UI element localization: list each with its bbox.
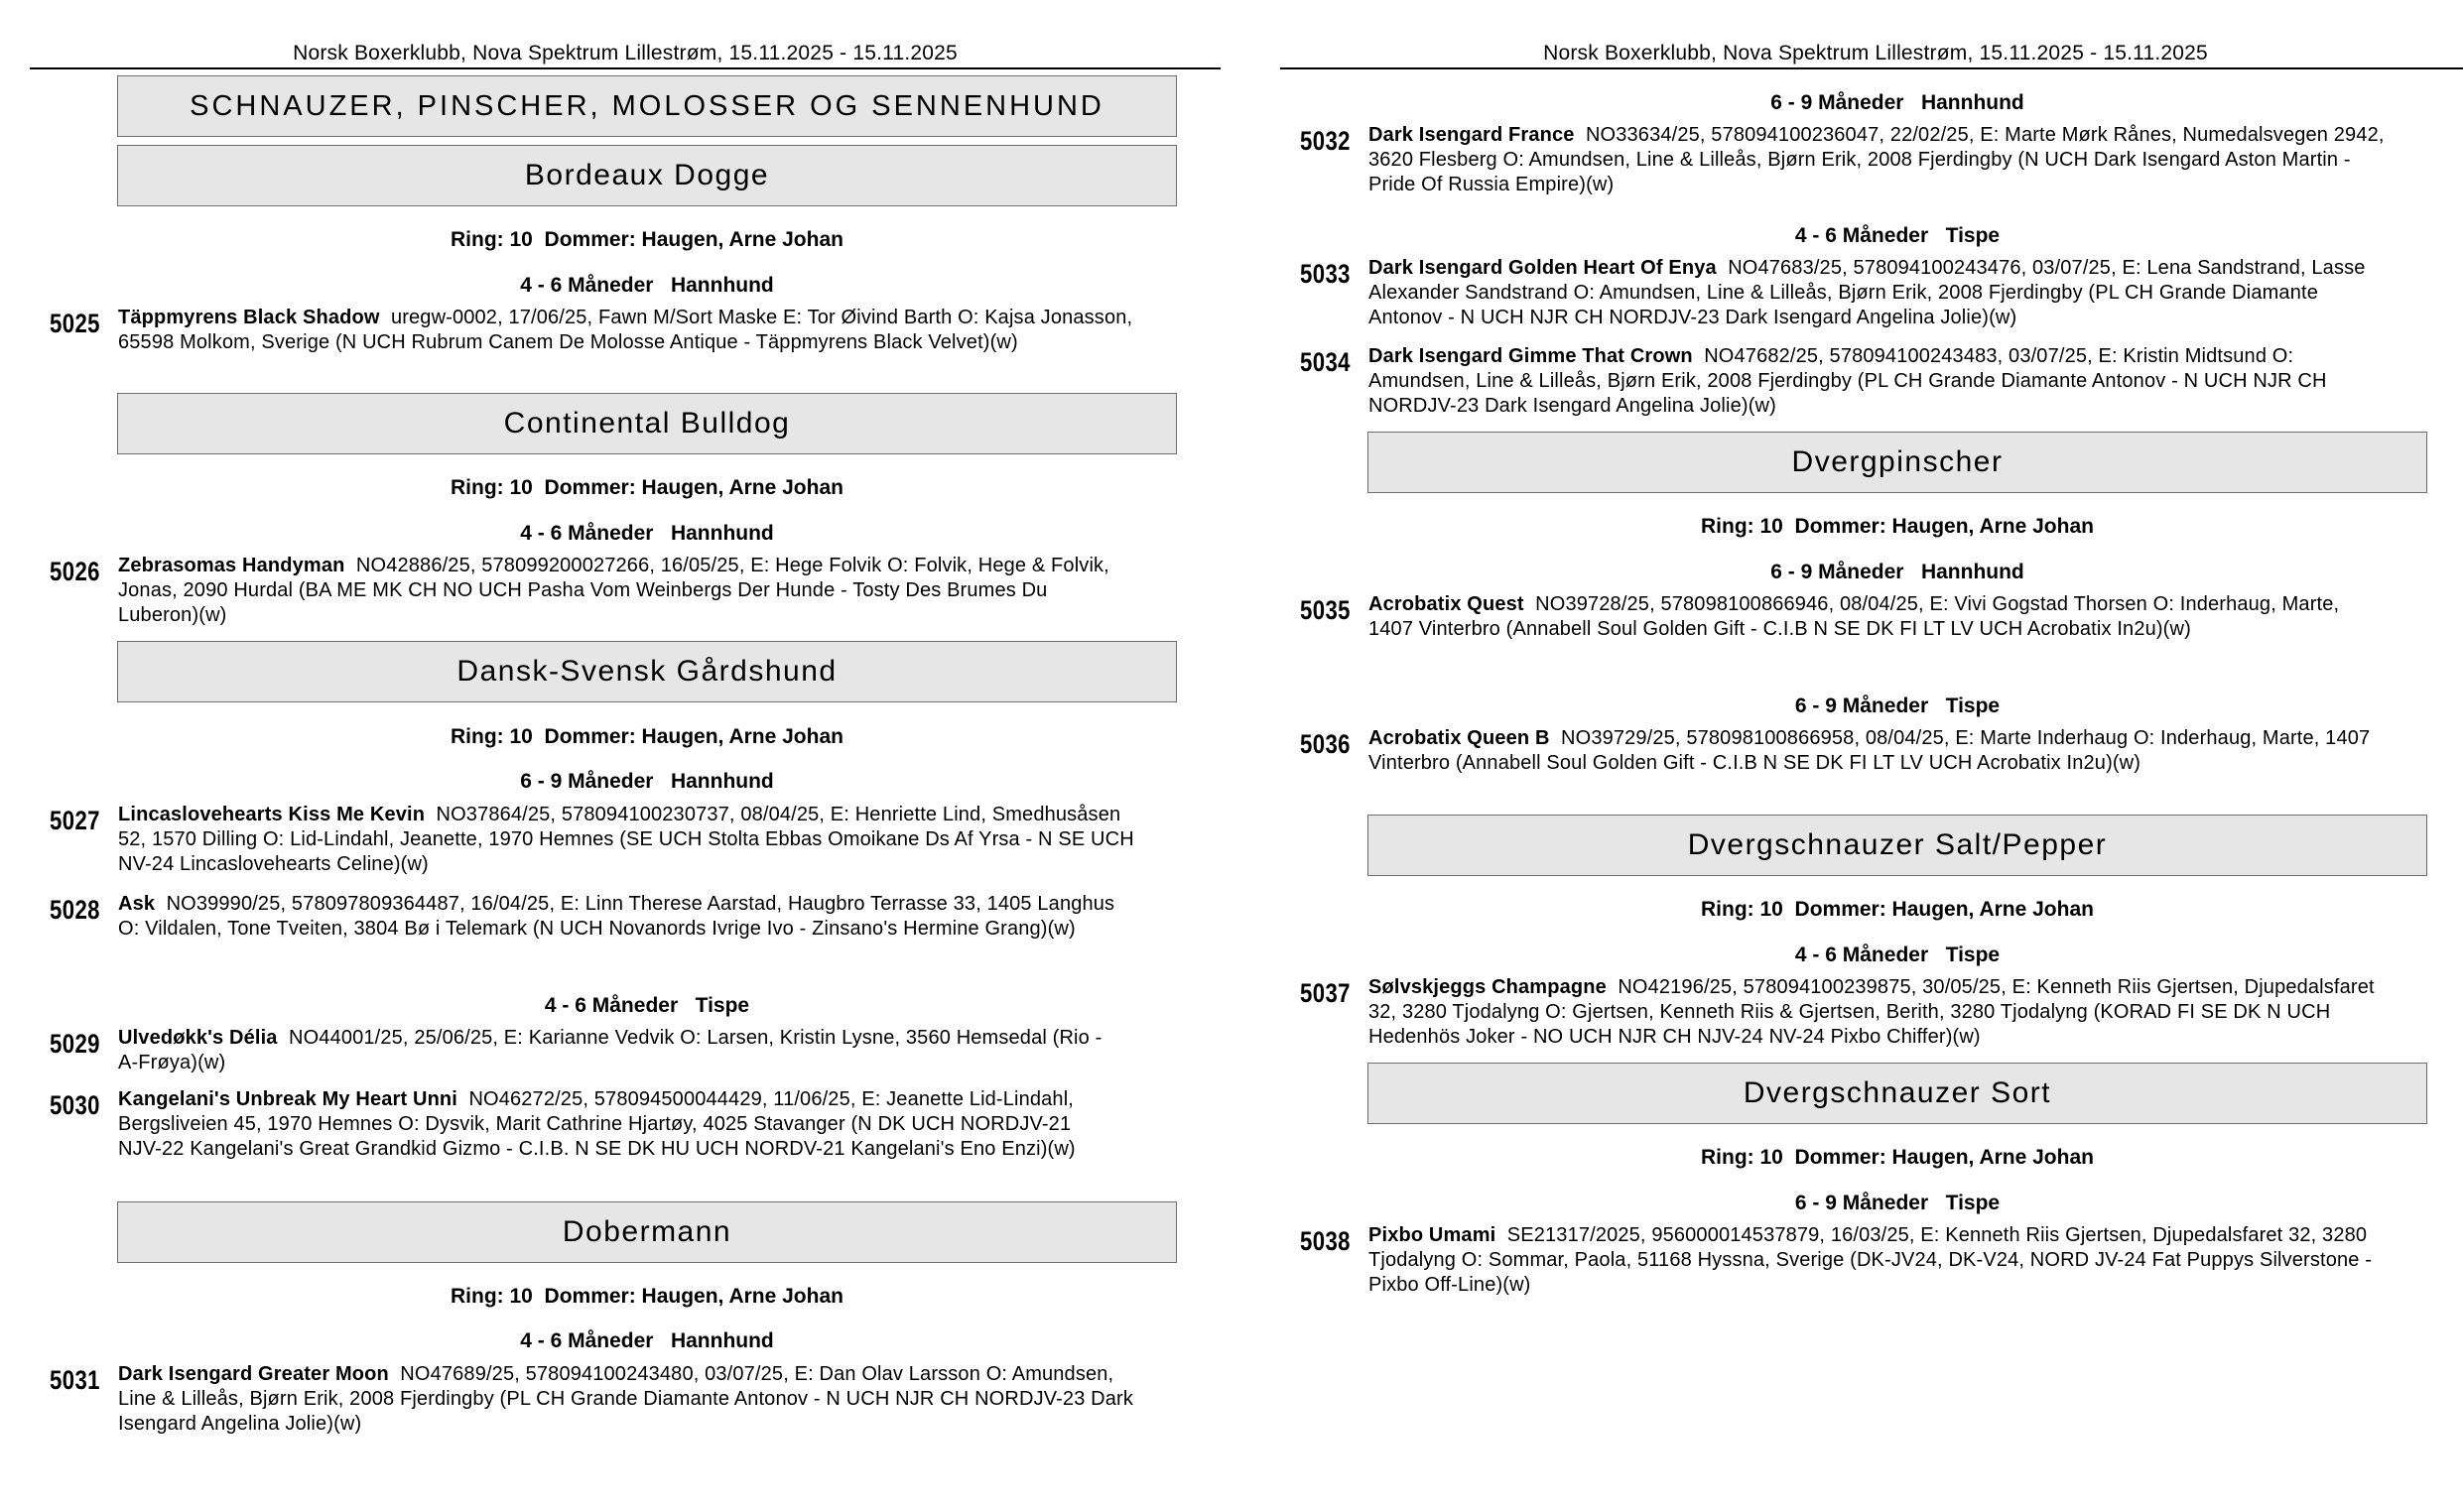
- catalog-page-left: [30, 0, 1221, 1512]
- entry-line: Antonov - N UCH NJR CH NORDJV-23 Dark Isengard Angelina Jolie)(w): [1368, 307, 2017, 328]
- entry-text: [1368, 256, 2430, 330]
- entry-line: NO33634/25, 578094100236047, 22/02/25, E: Marte Mørk Rånes, Numedalsvegen 2942,: [1585, 124, 2385, 146]
- dog-name: Sølvskjeggs Champagne: [1368, 976, 1607, 998]
- entry-text: [118, 554, 1180, 628]
- entry-text: [1368, 344, 2430, 419]
- catalog-number: 5026: [50, 557, 100, 586]
- class-heading: 6 - 9 Måneder Hannhund: [520, 770, 774, 793]
- dog-name: Ask: [118, 893, 156, 915]
- entry-text: [1368, 726, 2430, 776]
- header-rule: [30, 67, 1221, 69]
- entry-line: A-Frøya)(w): [118, 1052, 226, 1073]
- catalog-number: 5030: [50, 1090, 100, 1120]
- entry-text: [118, 803, 1180, 877]
- ring-judge: Ring: 10 Dommer: Haugen, Arne Johan: [451, 1285, 843, 1308]
- catalog-number: 5035: [1300, 595, 1351, 625]
- class-heading: 6 - 9 Måneder Hannhund: [1770, 561, 2024, 583]
- ring-judge: Ring: 10 Dommer: Haugen, Arne Johan: [451, 725, 843, 748]
- ring-judge: Ring: 10 Dommer: Haugen, Arne Johan: [1701, 1146, 2094, 1169]
- page-header: Norsk Boxerklubb, Nova Spektrum Lillestrøm, 15.11.2025 - 15.11.2025: [293, 42, 958, 64]
- catalog-number: 5038: [1300, 1226, 1351, 1256]
- entry-line: NO44001/25, 25/06/25, E: Karianne Vedvik O: Larsen, Kristin Lysne, 3560 Hemsedal (Rio -: [289, 1027, 1102, 1049]
- catalog-number: 5029: [50, 1029, 100, 1059]
- breed-heading: Dansk-Svensk Gårdshund: [117, 641, 1177, 702]
- entry-text: [118, 892, 1180, 942]
- entry-line: NJV-22 Kangelani's Great Grandkid Gizmo - C.I.B. N SE DK HU UCH NORDV-21 Kangelani's Eno Enzi)(w): [118, 1138, 1076, 1160]
- entry-line: NO47689/25, 578094100243480, 03/07/25, E: Dan Olav Larsson O: Amundsen,: [400, 1363, 1114, 1385]
- entry-line: NO39728/25, 578098100866946, 08/04/25, E: Vivi Gogstad Thorsen O: Inderhaug, Marte,: [1535, 593, 2340, 615]
- entry-line: uregw-0002, 17/06/25, Fawn M/Sort Maske E: Tor Øivind Barth O: Kajsa Jonasson,: [390, 307, 1133, 328]
- class-heading: 4 - 6 Måneder Hannhund: [520, 1329, 774, 1352]
- catalog-page-right: [1280, 0, 2463, 1512]
- entry-line: 32, 3280 Tjodalyng O: Gjertsen, Kenneth Riis & Gjertsen, Berith, 3280 Tjodalyng (KORAD FI SE DK N UCH: [1368, 1001, 2331, 1023]
- catalog-number: 5033: [1300, 259, 1351, 289]
- entry-line: 65598 Molkom, Sverige (N UCH Rubrum Canem De Molosse Antique - Täppmyrens Black Velvet)(w): [118, 331, 1018, 353]
- catalog-number: 5036: [1300, 729, 1351, 759]
- entry-line: Tjodalyng O: Sommar, Paola, 51168 Hyssna, Sverige (DK-JV24, DK-V24, NORD JV-24 Fat Puppys Silverstone -: [1368, 1249, 2373, 1271]
- catalog-number: 5027: [50, 806, 100, 835]
- dog-name: Ulvedøkk's Délia: [118, 1027, 278, 1049]
- entry-line: 52, 1570 Dilling O: Lid-Lindahl, Jeanette, 1970 Hemnes (SE UCH Stolta Ebbas Omoikane Ds Af Yrsa - N SE UCH: [118, 828, 1134, 850]
- catalog-number: 5037: [1300, 978, 1351, 1008]
- class-heading: 6 - 9 Måneder Tispe: [1794, 1192, 2001, 1214]
- class-heading: 4 - 6 Måneder Hannhund: [520, 522, 774, 545]
- entry-line: NO47683/25, 578094100243476, 03/07/25, E: Lena Sandstrand, Lasse: [1728, 257, 2366, 279]
- dog-name: Dark Isengard Greater Moon: [118, 1363, 389, 1385]
- catalog-number: 5025: [50, 309, 100, 338]
- entry-line: Amundsen, Line & Lilleås, Bjørn Erik, 2008 Fjerdingby (PL CH Grande Diamante Antonov - N UCH NJR CH: [1368, 370, 2327, 392]
- entry-line: Vinterbro (Annabell Soul Golden Gift - C.I.B N SE DK FI LT LV UCH Acrobatix In2u)(w): [1368, 752, 2141, 774]
- entry-line: Jonas, 2090 Hurdal (BA ME MK CH NO UCH Pasha Vom Weinbergs Der Hunde - Tosty Des Brumes Du: [118, 579, 1048, 601]
- entry-text: [118, 1087, 1180, 1162]
- entry-text: [1368, 975, 2430, 1050]
- entry-line: 1407 Vinterbro (Annabell Soul Golden Gift - C.I.B N SE DK FI LT LV UCH Acrobatix In2u)(w): [1368, 618, 2191, 640]
- entry-text: [118, 1362, 1180, 1437]
- entry-line: Bergsliveien 45, 1970 Hemnes O: Dysvik, Marit Cathrine Hjartøy, 4025 Stavanger (N DK UCH NORDJV-21: [118, 1113, 1072, 1135]
- ring-judge: Ring: 10 Dommer: Haugen, Arne Johan: [451, 228, 843, 251]
- catalog-number: 5028: [50, 895, 100, 925]
- catalog-number: 5032: [1300, 126, 1351, 156]
- group-title: SCHNAUZER, PINSCHER, MOLOSSER OG SENNENHUND: [117, 75, 1177, 137]
- dog-name: Lincaslovehearts Kiss Me Kevin: [118, 804, 426, 825]
- dog-name: Acrobatix Queen B: [1368, 727, 1550, 749]
- entry-line: Isengard Angelina Jolie)(w): [118, 1413, 362, 1435]
- entry-line: NO37864/25, 578094100230737, 08/04/25, E: Henriette Lind, Smedhusåsen: [436, 804, 1121, 825]
- entry-text: [118, 306, 1180, 355]
- entry-line: Pride Of Russia Empire)(w): [1368, 174, 1615, 195]
- dog-name: Pixbo Umami: [1368, 1224, 1496, 1246]
- entry-line: NO47682/25, 578094100243483, 03/07/25, E: Kristin Midtsund O:: [1704, 345, 2294, 367]
- class-heading: 4 - 6 Måneder Tispe: [544, 994, 750, 1017]
- entry-line: NV-24 Lincaslovehearts Celine)(w): [118, 853, 429, 875]
- breed-heading: Bordeaux Dogge: [117, 145, 1177, 206]
- breed-heading: Dvergschnauzer Sort: [1367, 1063, 2427, 1124]
- class-heading: 4 - 6 Måneder Hannhund: [520, 274, 774, 297]
- entry-line: Hedenhös Joker - NO UCH NJR CH NJV-24 NV-24 Pixbo Chiffer)(w): [1368, 1026, 1981, 1048]
- entry-line: NO39729/25, 578098100866958, 08/04/25, E: Marte Inderhaug O: Inderhaug, Marte, 1407: [1561, 727, 2371, 749]
- breed-heading: Dvergpinscher: [1367, 432, 2427, 493]
- dog-name: Kangelani's Unbreak My Heart Unni: [118, 1088, 458, 1110]
- class-heading: 6 - 9 Måneder Tispe: [1794, 694, 2001, 717]
- page-header: Norsk Boxerklubb, Nova Spektrum Lillestrøm, 15.11.2025 - 15.11.2025: [1543, 42, 2208, 64]
- dog-name: Dark Isengard Golden Heart Of Enya: [1368, 257, 1717, 279]
- class-heading: 4 - 6 Måneder Tispe: [1794, 224, 2001, 247]
- header-rule: [1280, 67, 2463, 69]
- catalog-number: 5031: [50, 1365, 100, 1395]
- entry-line: NORDJV-23 Dark Isengard Angelina Jolie)(w): [1368, 395, 1776, 417]
- breed-heading: Dvergschnauzer Salt/Pepper: [1367, 815, 2427, 876]
- entry-text: [1368, 123, 2430, 197]
- ring-judge: Ring: 10 Dommer: Haugen, Arne Johan: [1701, 515, 2094, 538]
- dog-name: Dark Isengard Gimme That Crown: [1368, 345, 1693, 367]
- class-heading: 6 - 9 Måneder Hannhund: [1770, 91, 2024, 114]
- entry-line: Line & Lilleås, Bjørn Erik, 2008 Fjerdingby (PL CH Grande Diamante Antonov - N UCH NJR CH NORDJV-23 Dark: [118, 1388, 1134, 1410]
- entry-line: 3620 Flesberg O: Amundsen, Line & Lilleås, Bjørn Erik, 2008 Fjerdingby (N UCH Dark Isengard Aston Martin -: [1368, 149, 2351, 171]
- dog-name: Acrobatix Quest: [1368, 593, 1524, 615]
- entry-line: Alexander Sandstrand O: Amundsen, Line & Lilleås, Bjørn Erik, 2008 Fjerdingby (PL CH Grande Diamante: [1368, 282, 2318, 304]
- entry-text: [118, 1026, 1180, 1075]
- class-heading: 4 - 6 Måneder Tispe: [1794, 944, 2001, 966]
- entry-line: NO46272/25, 578094500044429, 11/06/25, E: Jeanette Lid-Lindahl,: [468, 1088, 1075, 1110]
- entry-line: O: Vildalen, Tone Tveiten, 3804 Bø i Telemark (N UCH Novanords Ivrige Ivo - Zinsano's Hermine Grang)(w): [118, 918, 1076, 940]
- breed-heading: Dobermann: [117, 1201, 1177, 1263]
- entry-line: NO39990/25, 578097809364487, 16/04/25, E: Linn Therese Aarstad, Haugbro Terrasse 33, 1405 Langhus: [166, 893, 1115, 915]
- entry-line: Luberon)(w): [118, 604, 227, 626]
- dog-name: Zebrasomas Handyman: [118, 555, 345, 576]
- catalog-number: 5034: [1300, 347, 1351, 377]
- ring-judge: Ring: 10 Dommer: Haugen, Arne Johan: [451, 476, 843, 499]
- dog-name: Täppmyrens Black Shadow: [118, 307, 380, 328]
- entry-line: NO42196/25, 578094100239875, 30/05/25, E: Kenneth Riis Gjertsen, Djupedalsfaret: [1618, 976, 2375, 998]
- entry-text: [1368, 592, 2430, 642]
- breed-heading: Continental Bulldog: [117, 393, 1177, 454]
- entry-text: [1368, 1223, 2430, 1298]
- ring-judge: Ring: 10 Dommer: Haugen, Arne Johan: [1701, 898, 2094, 921]
- entry-line: Pixbo Off-Line)(w): [1368, 1274, 1531, 1296]
- entry-line: NO42886/25, 578099200027266, 16/05/25, E: Hege Folvik O: Folvik, Hege & Folvik,: [355, 555, 1109, 576]
- dog-name: Dark Isengard France: [1368, 124, 1575, 146]
- entry-line: SE21317/2025, 956000014537879, 16/03/25, E: Kenneth Riis Gjertsen, Djupedalsfaret 32, 3280: [1506, 1224, 2368, 1246]
